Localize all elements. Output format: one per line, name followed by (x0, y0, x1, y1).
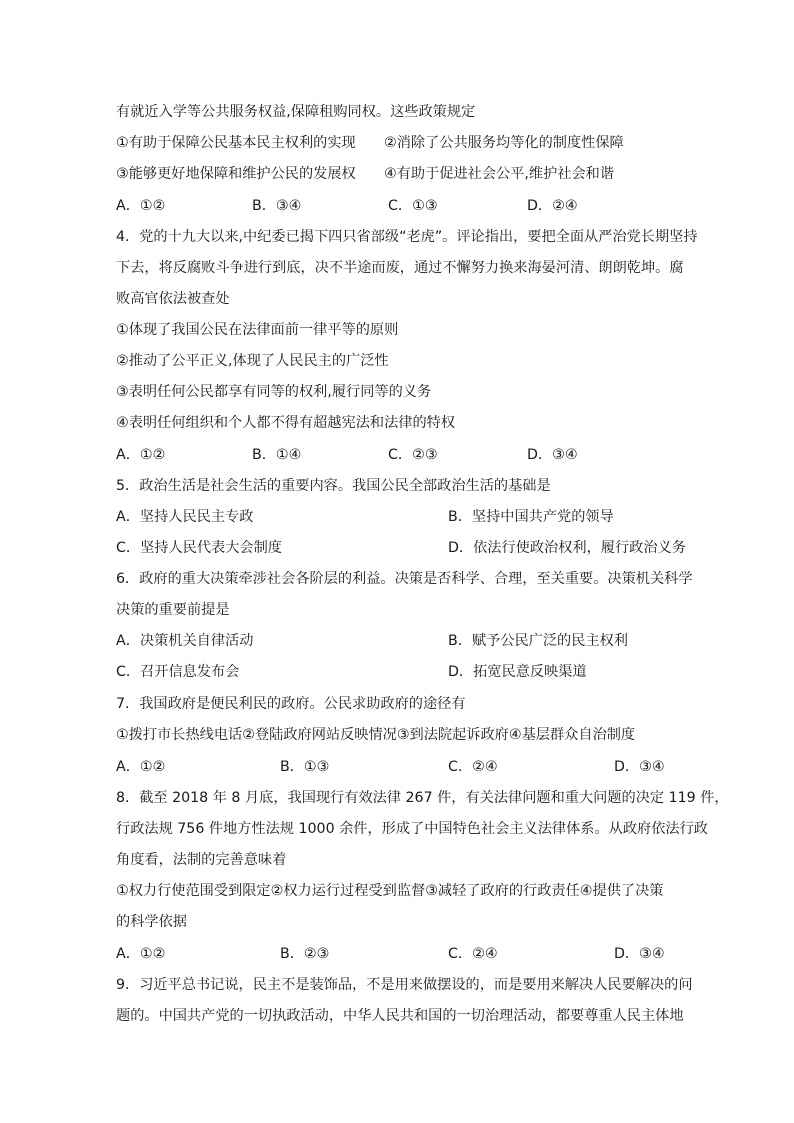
q6-option-d: D．拓宽民意反映渠道 (448, 664, 587, 680)
q5-option-d: D．依法行使政治权利，履行政治义务 (448, 540, 686, 556)
q8-stem-line-3: 角度看，法制的完善意味着 (116, 852, 287, 868)
q3-option-a: A．①② (116, 198, 166, 214)
q4-option-b: B．①④ (252, 447, 302, 463)
q8-option-a: A．①② (116, 946, 166, 962)
q3-option-c: C．①③ (388, 198, 438, 214)
q7-option-c: C．②④ (448, 759, 498, 775)
q3-option-b: B．③④ (252, 198, 302, 214)
q9-stem-line-2: 题的。中国共产党的一切执政活动，中华人民共和国的一切治理活动，都要尊重人民主体地 (116, 1008, 684, 1024)
q6-option-c: C．召开信息发布会 (116, 664, 240, 680)
q4-stem-line-2: 下去，将反腐败斗争进行到底，决不半途而废，通过不懈努力换来海晏河清、朗朗乾坤。腐 (116, 260, 684, 276)
q3-statement-2: ②消除了公共服务均等化的制度性保障 (384, 135, 624, 151)
q5-option-c: C．坚持人民代表大会制度 (116, 540, 282, 556)
q4-statement-1: ①体现了我国公民在法律面前一律平等的原则 (116, 322, 399, 338)
q4-statement-4: ④表明任何组织和个人都不得有超越宪法和法律的特权 (116, 415, 456, 431)
q4-option-a: A．①② (116, 447, 166, 463)
q3-option-d: D．②④ (527, 198, 578, 214)
q7-statements: ①拨打市长热线电话②登陆政府网站反映情况③到法院起诉政府④基层群众自治制度 (116, 727, 636, 743)
q8-option-c: C．②④ (448, 946, 498, 962)
q6-option-b: B．赋予公民广泛的民主权利 (448, 633, 628, 649)
q7-stem: 7．我国政府是便民利民的政府。公民求助政府的途径有 (116, 696, 466, 712)
q5-stem: 5．政治生活是社会生活的重要内容。我国公民全部政治生活的基础是 (116, 478, 551, 494)
q5-option-b: B．坚持中国共产党的领导 (448, 509, 614, 525)
q4-statement-2: ②推动了公平正义,体现了人民民主的广泛性 (116, 353, 389, 369)
q4-stem-line-3: 败高官依法被查处 (116, 291, 230, 307)
q8-stem-line-2: 行政法规 756 件地方性法规 1000 余件，形成了中国特色社会主义法律体系。从政府依法行政 (116, 821, 708, 837)
q8-statements-line-2: 的科学依据 (116, 914, 187, 930)
q7-option-d: D．③④ (614, 759, 665, 775)
q3-statement-1: ①有助于保障公民基本民主权利的实现 (116, 135, 356, 151)
q4-option-d: D．③④ (527, 447, 578, 463)
q8-statements-line-1: ①权力行使范围受到限定②权力运行过程受到监督③减轻了政府的行政责任④提供了决策 (116, 883, 664, 899)
q3-stem: 有就近入学等公共服务权益,保障租购同权。这些政策规定 (116, 104, 476, 120)
q6-stem-line-1: 6．政府的重大决策牵涉社会各阶层的利益。决策是否科学、合理，至关重要。决策机关科学 (116, 571, 693, 587)
q6-stem-line-2: 决策的重要前提是 (116, 602, 230, 618)
q8-option-d: D．③④ (614, 946, 665, 962)
q7-option-a: A．①② (116, 759, 166, 775)
q5-option-a: A．坚持人民民主专政 (116, 509, 254, 525)
q4-stem-line-1: 4．党的十九大以来,中纪委已揭下四只省部级“老虎”。评论指出，要把全面从严治党长期坚持 (116, 229, 698, 245)
q9-stem-line-1: 9．习近平总书记说，民主不是装饰品，不是用来做摆设的，而是要用来解决人民要解决的问 (116, 977, 693, 993)
q3-statement-4: ④有助于促进社会公平,维护社会和谐 (384, 166, 615, 182)
q8-option-b: B．②③ (280, 946, 330, 962)
q3-statement-3: ③能够更好地保障和维护公民的发展权 (116, 166, 356, 182)
q4-statement-3: ③表明任何公民都享有同等的权利,履行同等的义务 (116, 384, 432, 400)
q4-option-c: C．②③ (388, 447, 438, 463)
q7-option-b: B．①③ (280, 759, 330, 775)
q8-stem-line-1: 8．截至 2018 年 8 月底，我国现行有效法律 267 件，有关法律问题和重大问题的决定 119 件， (116, 790, 729, 806)
q6-option-a: A．决策机关自律活动 (116, 633, 254, 649)
